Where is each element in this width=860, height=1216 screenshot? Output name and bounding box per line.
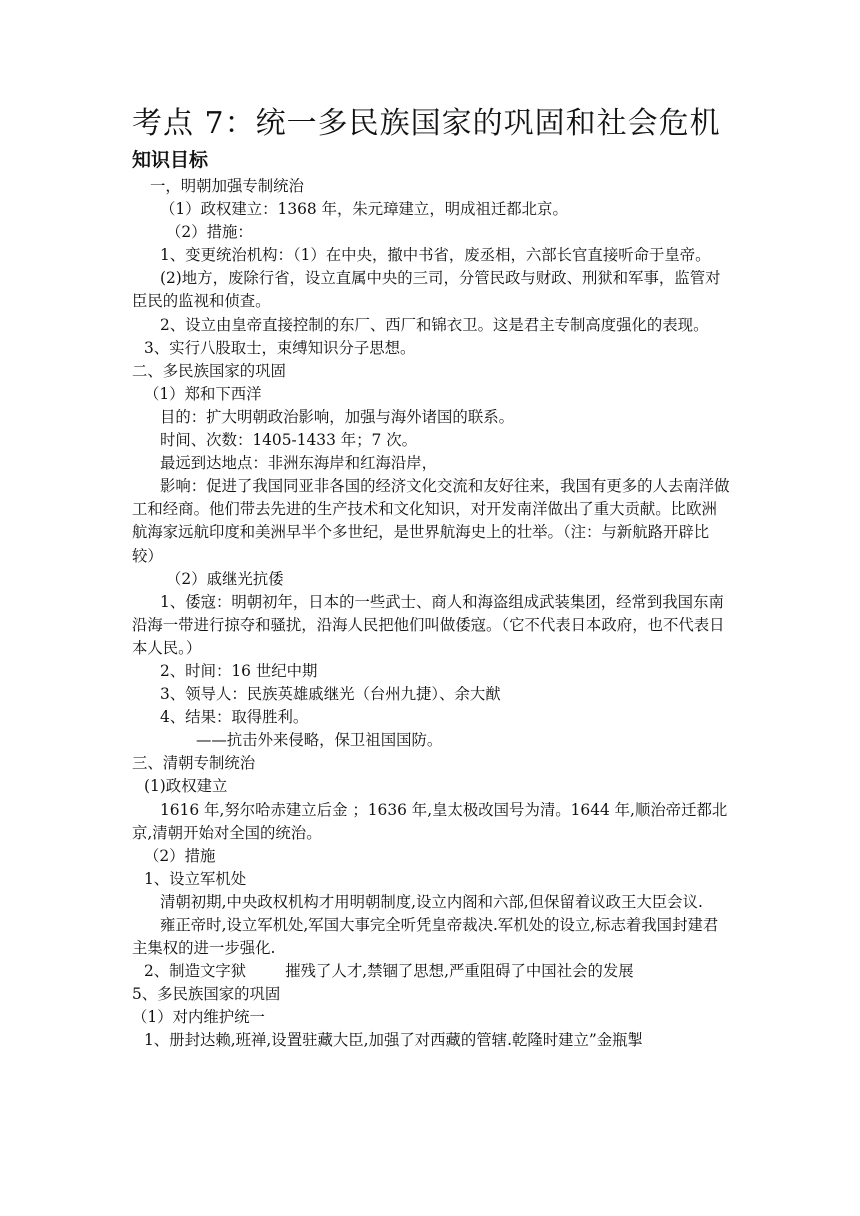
document-title: 考点 7：统一多民族国家的巩固和社会危机 — [132, 106, 721, 141]
body-line: 3、实行八股取士，束缚知识分子思想。 — [144, 338, 416, 357]
body-line: 二、多民族国家的巩固 — [132, 361, 286, 380]
body-line: 4、结果：取得胜利。 — [160, 708, 309, 727]
body-line: （1）政权建立：1368 年，朱元璋建立，明成祖迁都北京。 — [160, 200, 568, 219]
body-line: 最远到达地点：非洲东海岸和红海沿岸， — [160, 454, 438, 473]
document-content — [132, 102, 732, 1053]
body-line: 清朝初期,中央政权机构才用明朝制度,设立内阁和六部,但保留着议政王大臣会议. — [160, 892, 703, 911]
body-line: 三、清朝专制统治 — [132, 754, 256, 773]
body-line: （2）措施： — [166, 223, 253, 242]
document-body — [132, 175, 732, 1053]
body-line: 1616 年,努尔哈赤建立后金 ；1636 年,皇太极改国号为清。1644 年,顺治帝迁都北京,清朝开始对全国的统治。 — [132, 800, 728, 842]
body-line: 1、册封达赖,班禅,设置驻藏大臣,加强了对西藏的管辖.乾隆时建立”金瓶掣 — [144, 1031, 643, 1050]
body-line: 5、多民族国家的巩固 — [132, 985, 281, 1004]
body-line: 一，明朝加强专制统治 — [150, 177, 304, 195]
body-line: 2、时间：16 世纪中期 — [160, 661, 318, 680]
body-line: (1)政权建立 — [144, 777, 228, 796]
section-heading-knowledge-goals: 知识目标 — [132, 149, 209, 171]
body-line: 3、领导人：民族英雄戚继光（台州九捷）、余大猷 — [160, 685, 501, 704]
body-line: 1、变更统治机构：（1）在中央，撤中书省，废丞相，六部长官直接听命于皇帝。 — [160, 246, 711, 265]
body-line: 影响：促进了我国同亚非各国的经济文化交流和友好往来，我国有更多的人去南洋做工和经商。他们带去先进的生产技术和文化知识，对开发南洋做出了重大贡献。比欧洲航海家远航印度和美洲早半个多世纪，是世界航海史上的壮举。（注：与新航路开辟比较） — [132, 477, 730, 565]
body-line: 2、设立由皇帝直接控制的东厂、西厂和锦衣卫。这是君主专制高度强化的表现。 — [160, 315, 709, 334]
body-line: （2）措施 — [144, 846, 216, 865]
body-line: 雍正帝时,设立军机处,军国大事完全听凭皇帝裁决.军机处的设立,标志着我国封建君主集权的进一步强化. — [132, 916, 719, 958]
body-line: (2)地方，废除行省，设立直属中央的三司，分管民政与财政、刑狱和军事，监管对臣民的监视和侦查。 — [132, 269, 721, 311]
body-line: （1）对内维护统一 — [132, 1008, 265, 1027]
body-line: 1、设立军机处 — [144, 869, 247, 888]
body-line: ——抗击外来侵略，保卫祖国国防。 — [196, 731, 443, 750]
body-line: （2）戚继光抗倭 — [166, 569, 284, 588]
body-line: （1）郑和下西洋 — [144, 384, 262, 403]
body-line: 2、制造文字狱 摧残了人才,禁锢了思想,严重阻碍了中国社会的发展 — [144, 962, 634, 981]
body-line: 目的：扩大明朝政治影响，加强与海外诸国的联系。 — [160, 407, 514, 426]
body-line: 1、倭寇：明朝初年，日本的一些武士、商人和海盗组成武装集团，经常到我国东南沿海一带进行掠夺和骚扰，沿海人民把他们叫做倭寇。（它不代表日本政府，也不代表日本人民。） — [132, 592, 725, 657]
body-line: 时间、次数：1405-1433 年；7 次。 — [160, 431, 418, 450]
